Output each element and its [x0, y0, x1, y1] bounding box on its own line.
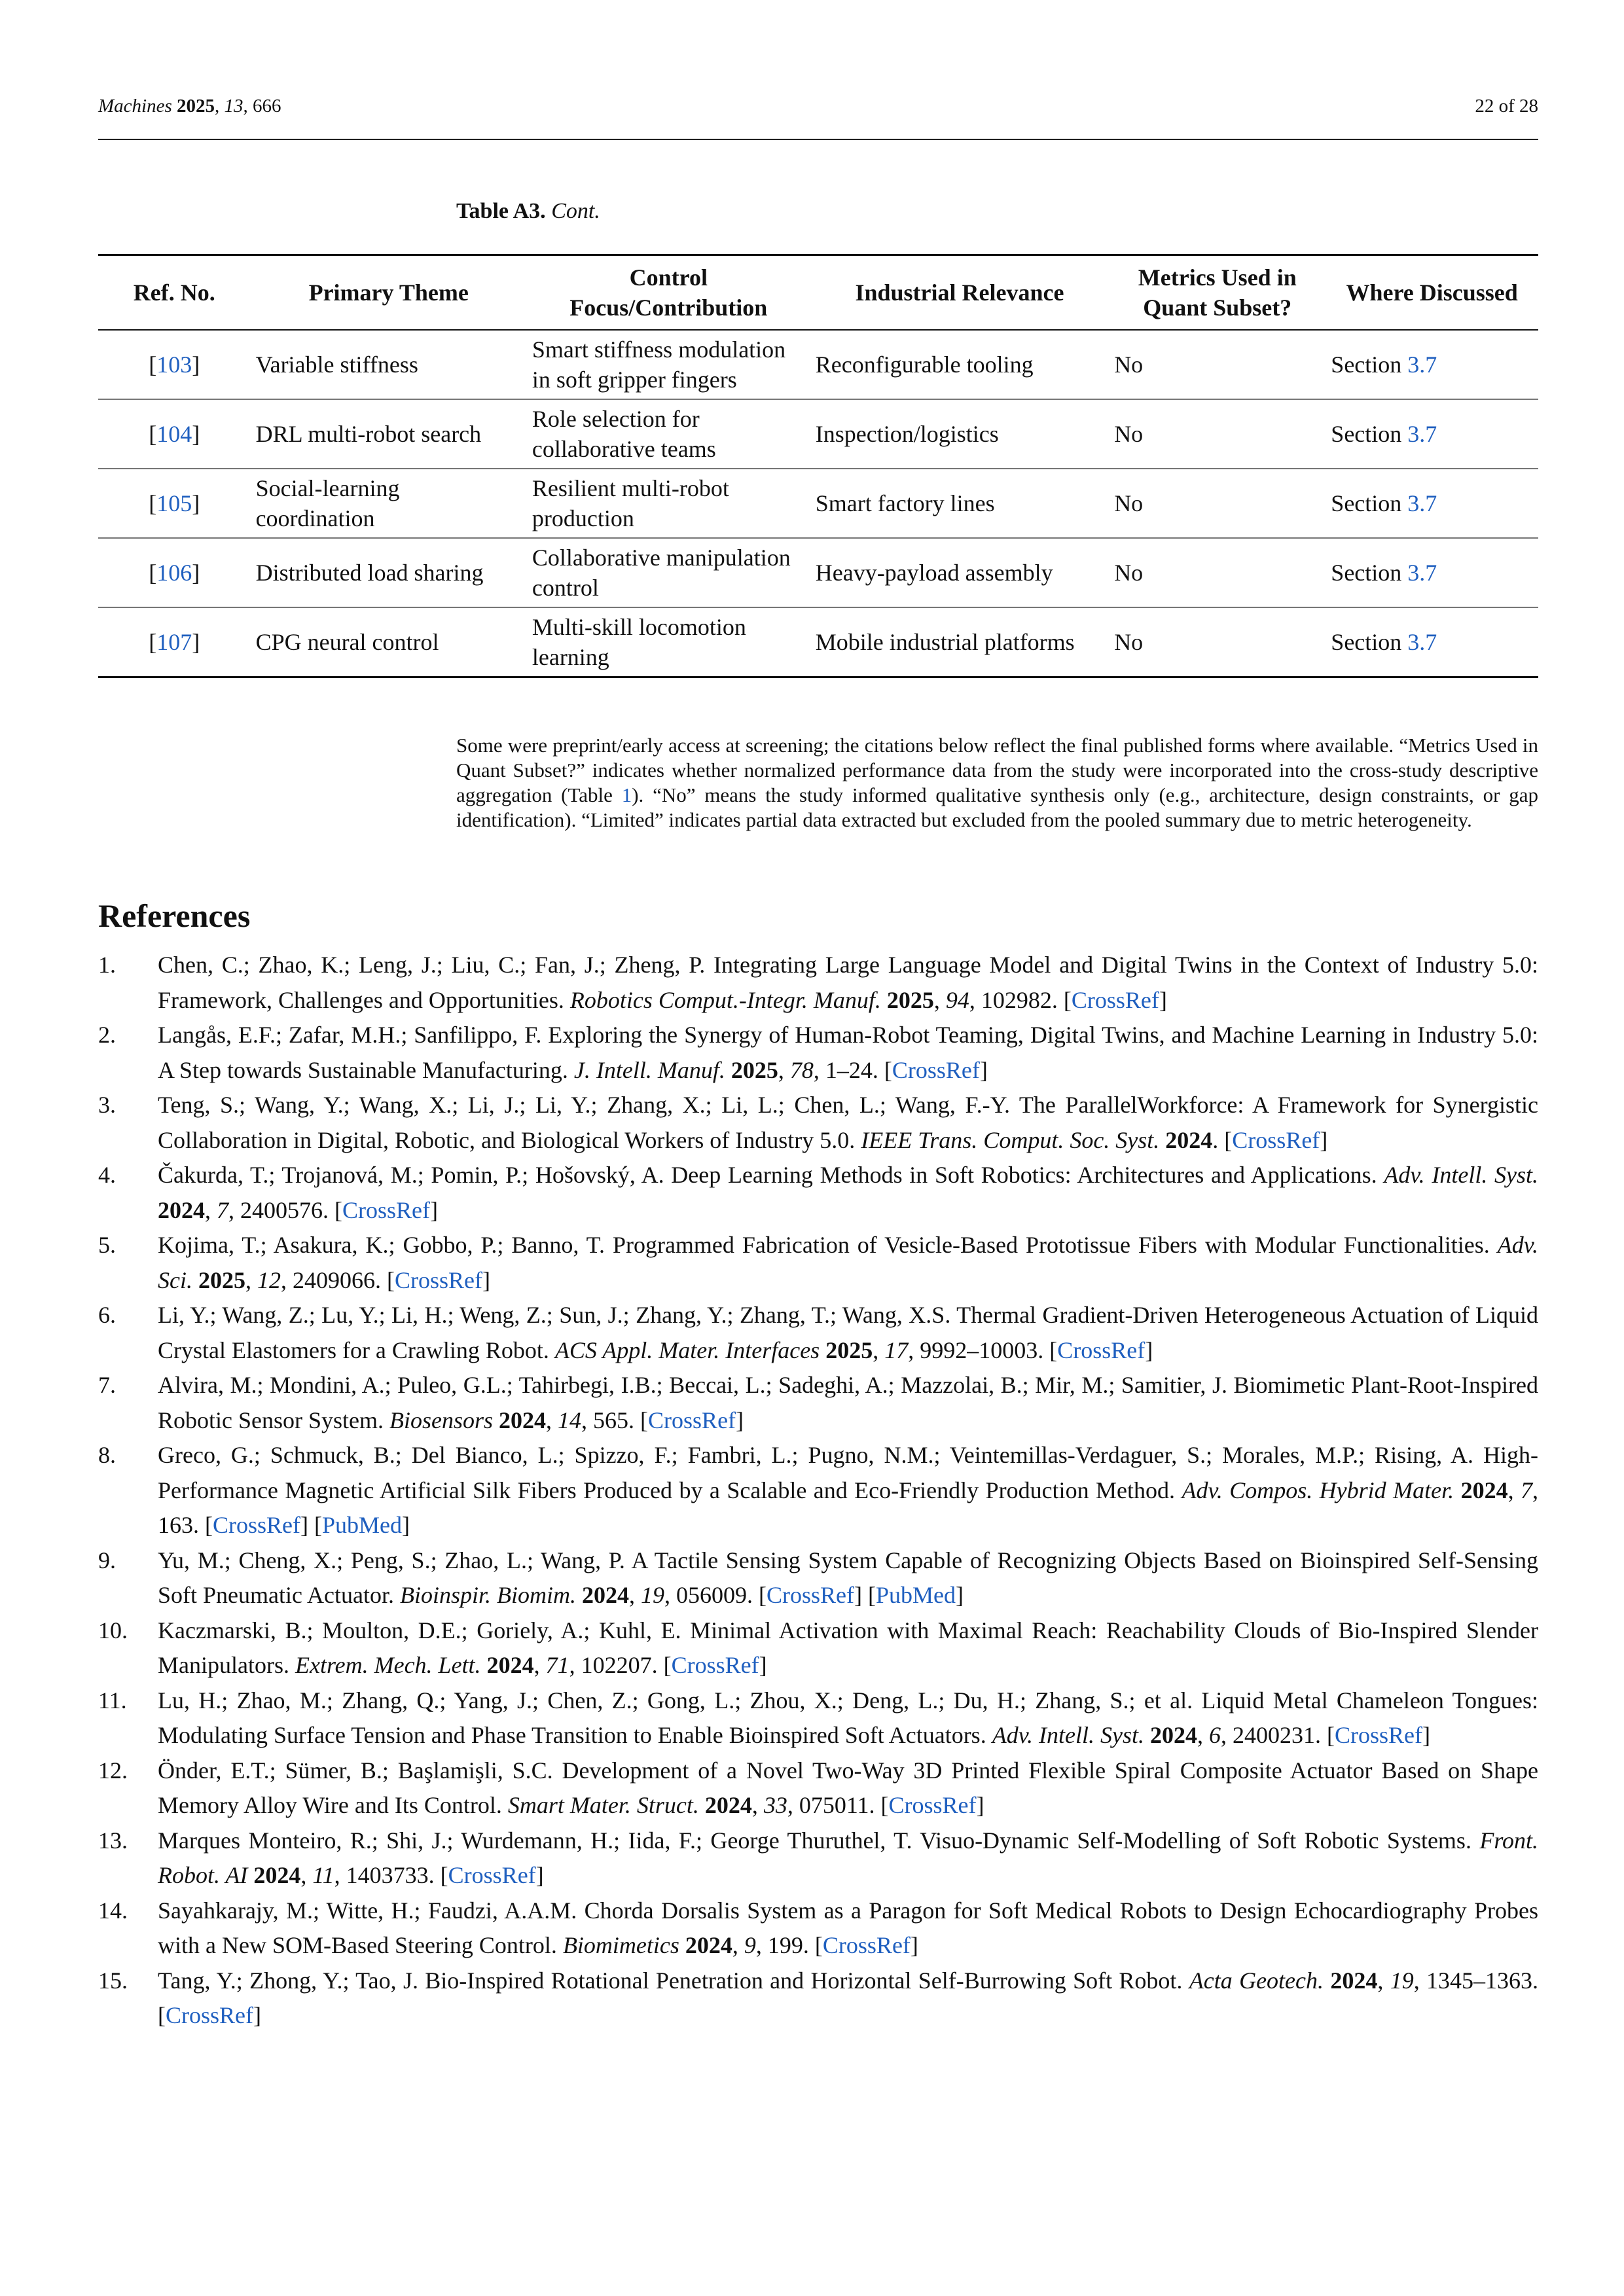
reference-journal: Extrem. Mech. Lett.	[295, 1652, 481, 1678]
reference-pages: , 075011.	[787, 1792, 875, 1818]
reference-link[interactable]: CrossRef	[1057, 1336, 1146, 1363]
reference-journal: Adv. Intell. Syst.	[992, 1722, 1144, 1748]
reference-volume: 6	[1208, 1722, 1221, 1748]
where-prefix: Section	[1331, 490, 1402, 516]
reference-number: 13.	[98, 1827, 128, 1854]
reference-link[interactable]: CrossRef	[671, 1652, 759, 1678]
cell-metrics: No	[1109, 469, 1326, 538]
reference-number: 6.	[98, 1302, 116, 1328]
cell-focus: Resilient multi-robot production	[527, 469, 810, 538]
cell-where	[1326, 330, 1538, 399]
reference-pages: , 056009.	[664, 1582, 753, 1608]
cell-focus: Multi-skill locomotion learning	[527, 607, 810, 677]
reference-number: 10.	[98, 1617, 128, 1643]
cell-focus: Role selection for collaborative teams	[527, 399, 810, 469]
table-row	[98, 607, 1538, 677]
cell-focus: Smart stiffness modulation in soft gripper fingers	[527, 330, 810, 399]
reference-number: 2.	[98, 1022, 116, 1048]
reference-link[interactable]: CrossRef	[822, 1932, 911, 1958]
col-header-ref: Ref. No.	[98, 255, 251, 331]
table-header-row	[98, 255, 1538, 331]
reference-journal: Robotics Comput.-Integr. Manuf.	[569, 986, 881, 1013]
reference-pages: , 2400576.	[228, 1196, 329, 1223]
table-note-part1: Some were preprint/early access at screening; the citations below reflect the final published forms where available. “Metrics Used in Quant Subset?” indicates whether normalized performance data from the study were incorporated into the cross-study descriptive aggregation (Table	[456, 734, 1538, 806]
reference-item: 9. Yu, M.; Cheng, X.; Peng, S.; Zhao, L.; Wang, P. A Tactile Sensing System Capable of Recognizing Objects Based on Bioinspired Self-Sensing Soft Pneumatic Actuator. Bioinspir. Biomim. 2024, 19, 056009. [CrossRef] [PubMed]	[98, 1543, 1538, 1613]
table-note-link[interactable]: 1	[621, 783, 632, 806]
reference-journal: IEEE Trans. Comput. Soc. Syst.	[861, 1126, 1160, 1153]
reference-journal: Biosensors	[389, 1407, 494, 1433]
cell-ref: [104]	[98, 399, 251, 469]
where-prefix: Section	[1331, 421, 1402, 447]
journal-citation: Machines 2025, 13, 666	[98, 96, 281, 117]
reference-volume: 94	[945, 986, 969, 1013]
reference-year: 2024	[1165, 1126, 1213, 1153]
reference-journal: J. Intell. Manuf.	[573, 1056, 725, 1083]
reference-item: 3. Teng, S.; Wang, Y.; Wang, X.; Li, J.; Li, Y.; Zhang, X.; Li, L.; Chen, L.; Wang, F.-Y. The ParallelWorkforce: A Framework for Synergistic Collaboration in Digital, Robotic, and Biological Workers of Industry 5.0. IEEE Trans. Comput. Soc. Syst. 2024. [CrossRef]	[98, 1088, 1538, 1158]
reference-number: 7.	[98, 1372, 116, 1398]
ref-link[interactable]: 104	[156, 421, 192, 447]
reference-pages: , 199.	[755, 1932, 809, 1958]
reference-journal: Front. Robot. AI	[158, 1827, 1539, 1888]
reference-journal: Bioinspir. Biomim.	[399, 1582, 576, 1608]
reference-authors-title: Tang, Y.; Zhong, Y.; Tao, J. Bio-Inspired Rotational Penetration and Horizontal Self-Burrowing Soft Robot.	[158, 1967, 1183, 1994]
reference-item: 12. Önder, E.T.; Sümer, B.; Başlamişli, S.C. Development of a Novel Two-Way 3D Printed Flexible Spiral Composite Actuator Based on Shape Memory Alloy Wire and Its Control. Smart Mater. Struct. 2024, 33, 075011. [CrossRef]	[98, 1753, 1538, 1823]
reference-item: 11. Lu, H.; Zhao, M.; Zhang, Q.; Yang, J.; Chen, Z.; Gong, L.; Zhou, X.; Deng, L.; Du, H.; Zhang, S.; et al. Liquid Metal Chameleon Tongues: Modulating Surface Tension and Phase Transition to Enable Bioinspired Soft Actuators. Adv. Intell. Syst. 2024, 6, 2400231. [CrossRef]	[98, 1683, 1538, 1753]
cell-theme: Social-learning coordination	[251, 469, 527, 538]
table-note-part2: ). “No” means the study informed qualitative synthesis only (e.g., architecture, design constraints, or gap identification). “Limited” indicates partial data extracted but excluded from the pooled summary due to metric heterogeneity.	[456, 783, 1538, 831]
reference-link[interactable]: CrossRef	[1334, 1722, 1422, 1748]
reference-link[interactable]: CrossRef	[766, 1582, 854, 1608]
reference-authors-title: Langås, E.F.; Zafar, M.H.; Sanfilippo, F. Exploring the Synergy of Human-Robot Teaming, Digital Twins, and Machine Learning in Industry 5.0: A Step towards Sustainable Manufacturing.	[158, 1022, 1538, 1083]
reference-link[interactable]: CrossRef	[166, 2002, 253, 2028]
cell-theme: Variable stiffness	[251, 330, 527, 399]
col-header-where: Where Discussed	[1326, 255, 1538, 331]
table-row	[98, 469, 1538, 538]
section-link[interactable]: 3.7	[1407, 560, 1437, 586]
reference-item: 1. Chen, C.; Zhao, K.; Leng, J.; Liu, C.; Fan, J.; Zheng, P. Integrating Large Language Model and Digital Twins in the Context of Industry 5.0: Framework, Challenges and Opportunities. Robotics Comput.-Integr. Manuf. 2025, 94, 102982. [CrossRef]	[98, 948, 1538, 1018]
reference-item: 5. Kojima, T.; Asakura, K.; Gobbo, P.; Banno, T. Programmed Fabrication of Vesicle-Based Prototissue Fibers with Modular Functionalities. Adv. Sci. 2025, 12, 2409066. [CrossRef]	[98, 1228, 1538, 1298]
journal-name: Machines	[98, 96, 172, 117]
cell-theme: CPG neural control	[251, 607, 527, 677]
table-caption-label: Table A3.	[456, 199, 546, 223]
section-link[interactable]: 3.7	[1407, 421, 1437, 447]
reference-item: 8. Greco, G.; Schmuck, B.; Del Bianco, L.; Spizzo, F.; Fambri, L.; Pugno, N.M.; Veintemillas-Verdaguer, S.; Morales, M.P.; Rising, A. High-Performance Magnetic Artificial Silk Fibers Produced by a Scalable and Eco-Friendly Production Method. Adv. Compos. Hybrid Mater. 2024, 7, 163. [CrossRef] [PubMed]	[98, 1438, 1538, 1543]
reference-authors-title: Kojima, T.; Asakura, K.; Gobbo, P.; Banno, T. Programmed Fabrication of Vesicle-Based Prototissue Fibers with Modular Functionalities.	[158, 1232, 1490, 1258]
where-prefix: Section	[1331, 351, 1402, 378]
reference-number: 9.	[98, 1547, 116, 1573]
reference-pages: , 565.	[581, 1407, 635, 1433]
reference-authors-title: Sayahkarajy, M.; Witte, H.; Faudzi, A.A.M. Chorda Dorsalis System as a Paragon for Soft Medical Robots to Design Echocardiography Probes with a New SOM-Based Steering Control.	[158, 1897, 1538, 1958]
reference-item: 14. Sayahkarajy, M.; Witte, H.; Faudzi, A.A.M. Chorda Dorsalis System as a Paragon for Soft Medical Robots to Design Echocardiography Probes with a New SOM-Based Steering Control. Biomimetics 2024, 9, 199. [CrossRef]	[98, 1893, 1538, 1964]
cell-relevance: Mobile industrial platforms	[810, 607, 1109, 677]
table-caption-text: Cont.	[551, 199, 600, 223]
section-link[interactable]: 3.7	[1407, 351, 1437, 378]
reference-year: 2024	[1149, 1722, 1197, 1748]
page-header	[98, 96, 1538, 122]
cell-ref: [105]	[98, 469, 251, 538]
journal-year: 2025	[177, 96, 215, 117]
ref-link[interactable]: 107	[156, 629, 192, 655]
reference-item: 2. Langås, E.F.; Zafar, M.H.; Sanfilippo, F. Exploring the Synergy of Human-Robot Teaming, Digital Twins, and Machine Learning in Industry 5.0: A Step towards Sustainable Manufacturing. J. Intell. Manuf. 2025, 78, 1–24. [CrossRef]	[98, 1018, 1538, 1088]
cell-metrics: No	[1109, 399, 1326, 469]
reference-year: 2025	[198, 1266, 245, 1293]
where-prefix: Section	[1331, 629, 1402, 655]
reference-volume: 12	[257, 1266, 281, 1293]
col-header-theme: Primary Theme	[251, 255, 527, 331]
table-row	[98, 538, 1538, 607]
reference-number: 3.	[98, 1092, 116, 1118]
reference-year: 2024	[581, 1582, 629, 1608]
reference-authors-title: Önder, E.T.; Sümer, B.; Başlamişli, S.C. Development of a Novel Two-Way 3D Printed Flexible Spiral Composite Actuator Based on Shape Memory Alloy Wire and Its Control.	[158, 1757, 1538, 1818]
cell-relevance: Smart factory lines	[810, 469, 1109, 538]
reference-list	[98, 948, 1538, 2034]
reference-number: 14.	[98, 1897, 128, 1924]
reference-pages: .	[1212, 1126, 1219, 1153]
journal-article: 666	[253, 96, 281, 117]
table-row	[98, 330, 1538, 399]
reference-journal: Adv. Intell. Syst.	[1384, 1162, 1539, 1188]
reference-authors-title: Lu, H.; Zhao, M.; Zhang, Q.; Yang, J.; Chen, Z.; Gong, L.; Zhou, X.; Deng, L.; Du, H.; Zhang, S.; et al. Liquid Metal Chameleon Tongues: Modulating Surface Tension and Phase Transition to Enable Bioinspired Soft Actuators.	[158, 1687, 1538, 1748]
col-header-metrics: Metrics Used in Quant Subset?	[1109, 255, 1326, 331]
col-header-focus: Control Focus/Contribution	[527, 255, 810, 331]
reference-pages: , 102982.	[969, 986, 1058, 1013]
reference-volume: 9	[744, 1932, 756, 1958]
reference-year: 2024	[158, 1196, 205, 1223]
journal-volume: 13	[224, 96, 244, 117]
reference-link[interactable]: CrossRef	[213, 1512, 300, 1538]
cell-metrics: No	[1109, 538, 1326, 607]
reference-item: 15. Tang, Y.; Zhong, Y.; Tao, J. Bio-Inspired Rotational Penetration and Horizontal Self-Burrowing Soft Robot. Acta Geotech. 2024, 19, 1345–1363. [CrossRef]	[98, 1964, 1538, 2034]
reference-volume: 19	[1390, 1967, 1414, 1994]
reference-journal: Adv. Compos. Hybrid Mater.	[1182, 1477, 1454, 1503]
reference-link[interactable]: CrossRef	[1232, 1126, 1320, 1153]
reference-item: 10. Kaczmarski, B.; Moulton, D.E.; Goriely, A.; Kuhl, E. Minimal Activation with Maximal Reach: Reachability Clouds of Bio-Inspired Slender Manipulators. Extrem. Mech. Lett. 2024, 71, 102207. [CrossRef]	[98, 1613, 1538, 1683]
section-link[interactable]: 3.7	[1407, 490, 1437, 516]
reference-year: 2025	[825, 1336, 873, 1363]
reference-authors-title: Greco, G.; Schmuck, B.; Del Bianco, L.; Spizzo, F.; Fambri, L.; Pugno, N.M.; Veintemillas-Verdaguer, S.; Morales, M.P.; Rising, A. High-Performance Magnetic Artificial Silk Fibers Produced by a Scalable and Eco-Friendly Production Method.	[158, 1442, 1538, 1503]
reference-number: 12.	[98, 1757, 128, 1784]
reference-link[interactable]: PubMed	[321, 1512, 402, 1538]
reference-item: 13. Marques Monteiro, R.; Shi, J.; Wurdemann, H.; Iida, F.; George Thuruthel, T. Visuo-Dynamic Self-Modelling of Soft Robotic Systems. Front. Robot. AI 2024, 11, 1403733. [CrossRef]	[98, 1823, 1538, 1893]
reference-year: 2025	[886, 986, 934, 1013]
reference-journal: ACS Appl. Mater. Interfaces	[554, 1336, 820, 1363]
cell-theme: DRL multi-robot search	[251, 399, 527, 469]
reference-number: 8.	[98, 1442, 116, 1468]
cell-ref: [106]	[98, 538, 251, 607]
cell-ref: [103]	[98, 330, 251, 399]
cell-relevance: Inspection/logistics	[810, 399, 1109, 469]
col-header-relevance: Industrial Relevance	[810, 255, 1109, 331]
reference-volume: 78	[789, 1056, 814, 1083]
reference-volume: 7	[217, 1196, 228, 1223]
table-a3	[98, 254, 1538, 678]
reference-item: 7. Alvira, M.; Mondini, A.; Puleo, G.L.; Tahirbegi, I.B.; Beccai, L.; Sadeghi, A.; Mazzolai, B.; Mir, M.; Samitier, J. Biomimetic Plant-Root-Inspired Robotic Sensor System. Biosensors 2024, 14, 565. [CrossRef]	[98, 1368, 1538, 1438]
reference-journal: Smart Mater. Struct.	[507, 1792, 699, 1818]
reference-journal: Acta Geotech.	[1189, 1967, 1324, 1994]
reference-number: 15.	[98, 1967, 128, 1994]
reference-volume: 17	[884, 1336, 909, 1363]
cell-theme: Distributed load sharing	[251, 538, 527, 607]
reference-year: 2024	[486, 1652, 534, 1678]
cell-where	[1326, 607, 1538, 677]
reference-pages: , 102207.	[569, 1652, 658, 1678]
reference-year: 2024	[704, 1792, 752, 1818]
reference-item: 6. Li, Y.; Wang, Z.; Lu, Y.; Li, H.; Weng, Z.; Sun, J.; Zhang, Y.; Zhang, T.; Wang, X.S. Thermal Gradient-Driven Heterogeneous Actuation of Liquid Crystal Elastomers for a Crawling Robot. ACS Appl. Mater. Interfaces 2025, 17, 9992–10003. [CrossRef]	[98, 1298, 1538, 1368]
reference-authors-title: Chen, C.; Zhao, K.; Leng, J.; Liu, C.; Fan, J.; Zheng, P. Integrating Large Language Model and Digital Twins in the Context of Industry 5.0: Framework, Challenges and Opportunities.	[158, 952, 1538, 1013]
reference-volume: 14	[558, 1407, 582, 1433]
reference-authors-title: Marques Monteiro, R.; Shi, J.; Wurdemann, H.; Iida, F.; George Thuruthel, T. Visuo-Dynamic Self-Modelling of Soft Robotic Systems.	[158, 1827, 1471, 1854]
reference-pages: , 163.	[158, 1477, 1539, 1538]
reference-pages: , 2409066.	[280, 1266, 381, 1293]
section-link[interactable]: 3.7	[1407, 629, 1437, 655]
reference-year: 2024	[685, 1932, 732, 1958]
table-footnote	[456, 733, 1538, 833]
table-row	[98, 399, 1538, 469]
ref-link[interactable]: 106	[156, 560, 192, 586]
reference-link[interactable]: CrossRef	[1071, 986, 1159, 1013]
reference-journal: Biomimetics	[562, 1932, 679, 1958]
reference-authors-title: Alvira, M.; Mondini, A.; Puleo, G.L.; Tahirbegi, I.B.; Beccai, L.; Sadeghi, A.; Mazzolai, B.; Mir, M.; Samitier, J. Biomimetic Plant-Root-Inspired Robotic Sensor System.	[158, 1372, 1538, 1433]
reference-volume: 71	[545, 1652, 569, 1678]
reference-authors-title: Kaczmarski, B.; Moulton, D.E.; Goriely, A.; Kuhl, E. Minimal Activation with Maximal Reach: Reachability Clouds of Bio-Inspired Slender Manipulators.	[158, 1617, 1538, 1678]
ref-link[interactable]: 105	[156, 490, 192, 516]
reference-authors-title: Čakurda, T.; Trojanová, M.; Pomin, P.; Hošovský, A. Deep Learning Methods in Soft Robotics: Architectures and Applications.	[158, 1162, 1377, 1188]
reference-year: 2024	[253, 1862, 301, 1888]
reference-year: 2025	[731, 1056, 778, 1083]
reference-number: 4.	[98, 1162, 116, 1188]
references-heading: References	[98, 897, 251, 934]
reference-number: 1.	[98, 952, 116, 978]
cell-relevance: Heavy-payload assembly	[810, 538, 1109, 607]
cell-metrics: No	[1109, 607, 1326, 677]
reference-link[interactable]: CrossRef	[648, 1407, 736, 1433]
reference-authors-title: Teng, S.; Wang, Y.; Wang, X.; Li, J.; Li, Y.; Zhang, X.; Li, L.; Chen, L.; Wang, F.-Y. The ParallelWorkforce: A Framework for Synergistic Collaboration in Digital, Robotic, and Biological Workers of Industry 5.0.	[158, 1092, 1538, 1153]
reference-year: 2024	[1460, 1477, 1508, 1503]
cell-ref: [107]	[98, 607, 251, 677]
reference-volume: 7	[1521, 1477, 1533, 1503]
reference-pages: , 1403733.	[334, 1862, 435, 1888]
reference-item: 4. Čakurda, T.; Trojanová, M.; Pomin, P.; Hošovský, A. Deep Learning Methods in Soft Robotics: Architectures and Applications. Adv. Intell. Syst. 2024, 7, 2400576. [CrossRef]	[98, 1158, 1538, 1228]
reference-link[interactable]: CrossRef	[394, 1266, 482, 1293]
reference-pages: , 9992–10003.	[908, 1336, 1044, 1363]
reference-number: 5.	[98, 1232, 116, 1258]
reference-volume: 19	[640, 1582, 664, 1608]
table-body	[98, 330, 1538, 677]
reference-pages: , 1345–1363.	[1413, 1967, 1539, 1994]
reference-volume: 33	[763, 1792, 787, 1818]
reference-link[interactable]: CrossRef	[448, 1862, 536, 1888]
page-number: 22 of 28	[1475, 96, 1538, 117]
header-rule	[98, 139, 1538, 140]
cell-relevance: Reconfigurable tooling	[810, 330, 1109, 399]
cell-where	[1326, 538, 1538, 607]
reference-authors-title: Li, Y.; Wang, Z.; Lu, Y.; Li, H.; Weng, Z.; Sun, J.; Zhang, Y.; Zhang, T.; Wang, X.S. Thermal Gradient-Driven Heterogeneous Actuation of Liquid Crystal Elastomers for a Crawling Robot.	[158, 1302, 1538, 1363]
reference-link[interactable]: CrossRef	[892, 1056, 980, 1083]
reference-authors-title: Yu, M.; Cheng, X.; Peng, S.; Zhao, L.; Wang, P. A Tactile Sensing System Capable of Recognizing Objects Based on Bioinspired Self-Sensing Soft Pneumatic Actuator.	[158, 1547, 1538, 1608]
reference-journal: Adv. Sci.	[158, 1232, 1539, 1293]
cell-where	[1326, 469, 1538, 538]
reference-link[interactable]: CrossRef	[888, 1792, 977, 1818]
reference-pages: , 2400231.	[1220, 1722, 1321, 1748]
table-caption	[456, 199, 600, 224]
ref-link[interactable]: 103	[156, 351, 192, 378]
reference-number: 11.	[98, 1687, 127, 1713]
where-prefix: Section	[1331, 560, 1402, 586]
cell-where	[1326, 399, 1538, 469]
reference-pages: , 1–24.	[813, 1056, 878, 1083]
reference-volume: 11	[312, 1862, 334, 1888]
reference-year: 2024	[1330, 1967, 1378, 1994]
reference-year: 2024	[499, 1407, 547, 1433]
reference-link[interactable]: CrossRef	[342, 1196, 430, 1223]
cell-metrics: No	[1109, 330, 1326, 399]
reference-link[interactable]: PubMed	[875, 1582, 956, 1608]
cell-focus: Collaborative manipulation control	[527, 538, 810, 607]
